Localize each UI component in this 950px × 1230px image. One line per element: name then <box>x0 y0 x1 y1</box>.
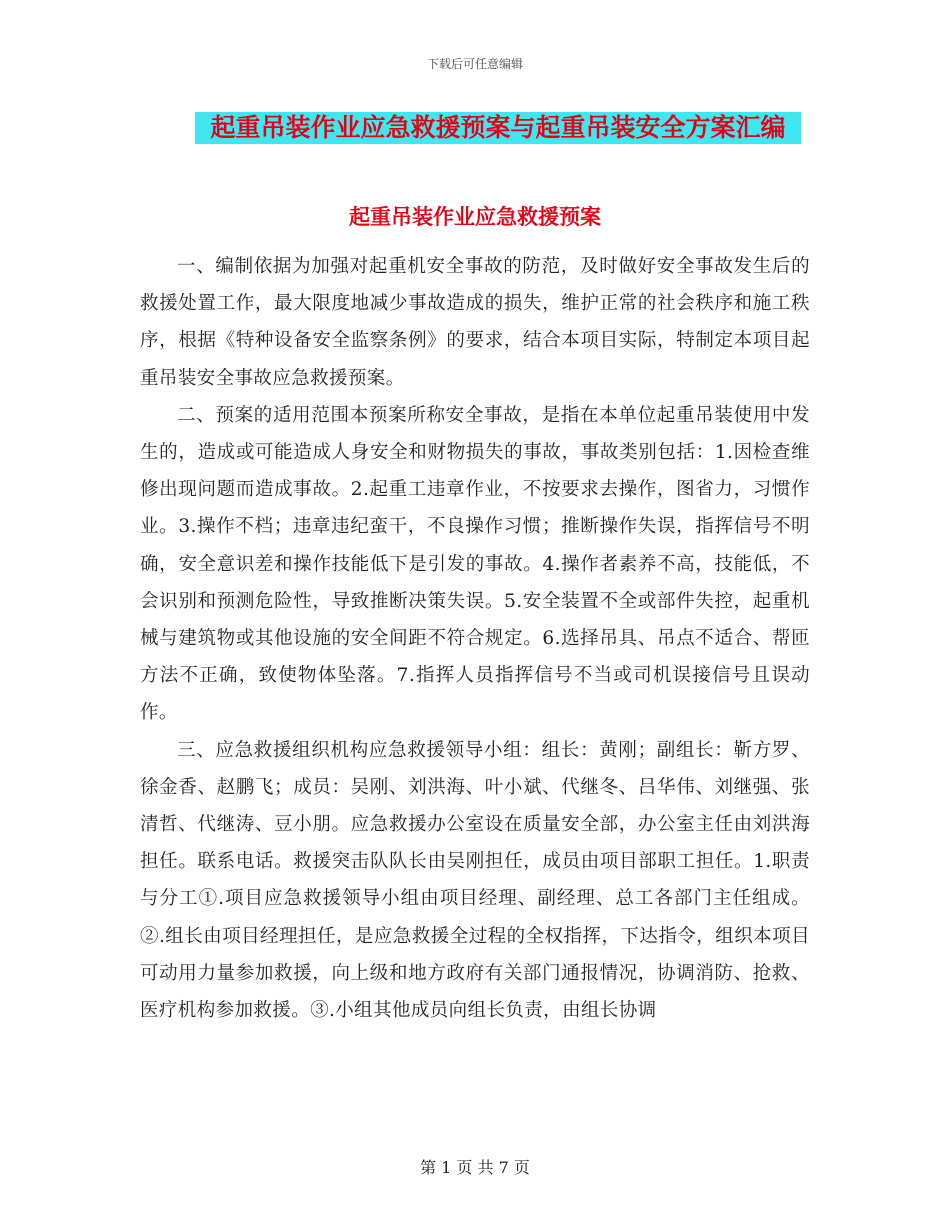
paragraph-basis: 一、编制依据为加强对起重机安全事故的防范，及时做好安全事故发生后的救援处置工作，最大限度地减少事故造成的损失，维护正常的社会秩序和施工秩序，根据《特种设备安全监察条例》的要求，结合本项目实际，特制定本项目起重吊装安全事故应急救援预案。 <box>140 256 810 389</box>
paragraph-organization: 三、应急救援组织机构应急救援领导小组：组长：黄刚；副组长：靳方罗、徐金香、赵鹏飞；成员：吴刚、刘洪海、叶小斌、代继冬、吕华伟、刘继强、张清哲、代继涛、豆小朋。应急救援办公室设在质量安全部，办公室主任由刘洪海担任。联系电话。救援突击队队长由吴刚担任，成员由项目部职工担任。1.职责与分工①.项目应急救援领导小组由项目经理、副经理、总工各部门主任组成。②.组长由项目经理担任，是应急救援全过程的全权指挥，下达指令，组织本项目可动用力量参加救援，向上级和地方政府有关部门通报情况，协调消防、抢救、医疗机构参加救援。③.小组其他成员向组长负责，由组长协调 <box>140 739 810 1022</box>
document-body <box>140 248 810 1029</box>
page-footer: 第 1 页 共 7 页 <box>420 1158 530 1177</box>
paragraph-scope: 二、预案的适用范围本预案所称安全事故，是指在本单位起重吊装使用中发生的，造成或可能造成人身安全和财物损失的事故，事故类别包括：1.因检查维修出现问题而造成事故。2.起重工违章作业，不按要求去操作，图省力，习惯作业。3.操作不档；违章违纪蛮干，不良操作习惯；推断操作失误，指挥信号不明确，安全意识差和操作技能低下是引发的事故。4.操作者素养不高，技能低，不会识别和预测危险性，导致推断决策失误。5.安全装置不全或部件失控，起重机械与建筑物或其他设施的安全间距不符合规定。6.选择吊具、吊点不适合、帮匝方法不正确，致使物体坠落。7.指挥人员指挥信号不当或司机误接信号且误动作。 <box>140 404 810 724</box>
section-title: 起重吊装作业应急救援预案 <box>349 205 601 229</box>
document-title: 起重吊装作业应急救援预案与起重吊装安全方案汇编 <box>195 112 801 144</box>
header-note: 下载后可任意编辑 <box>426 57 523 71</box>
